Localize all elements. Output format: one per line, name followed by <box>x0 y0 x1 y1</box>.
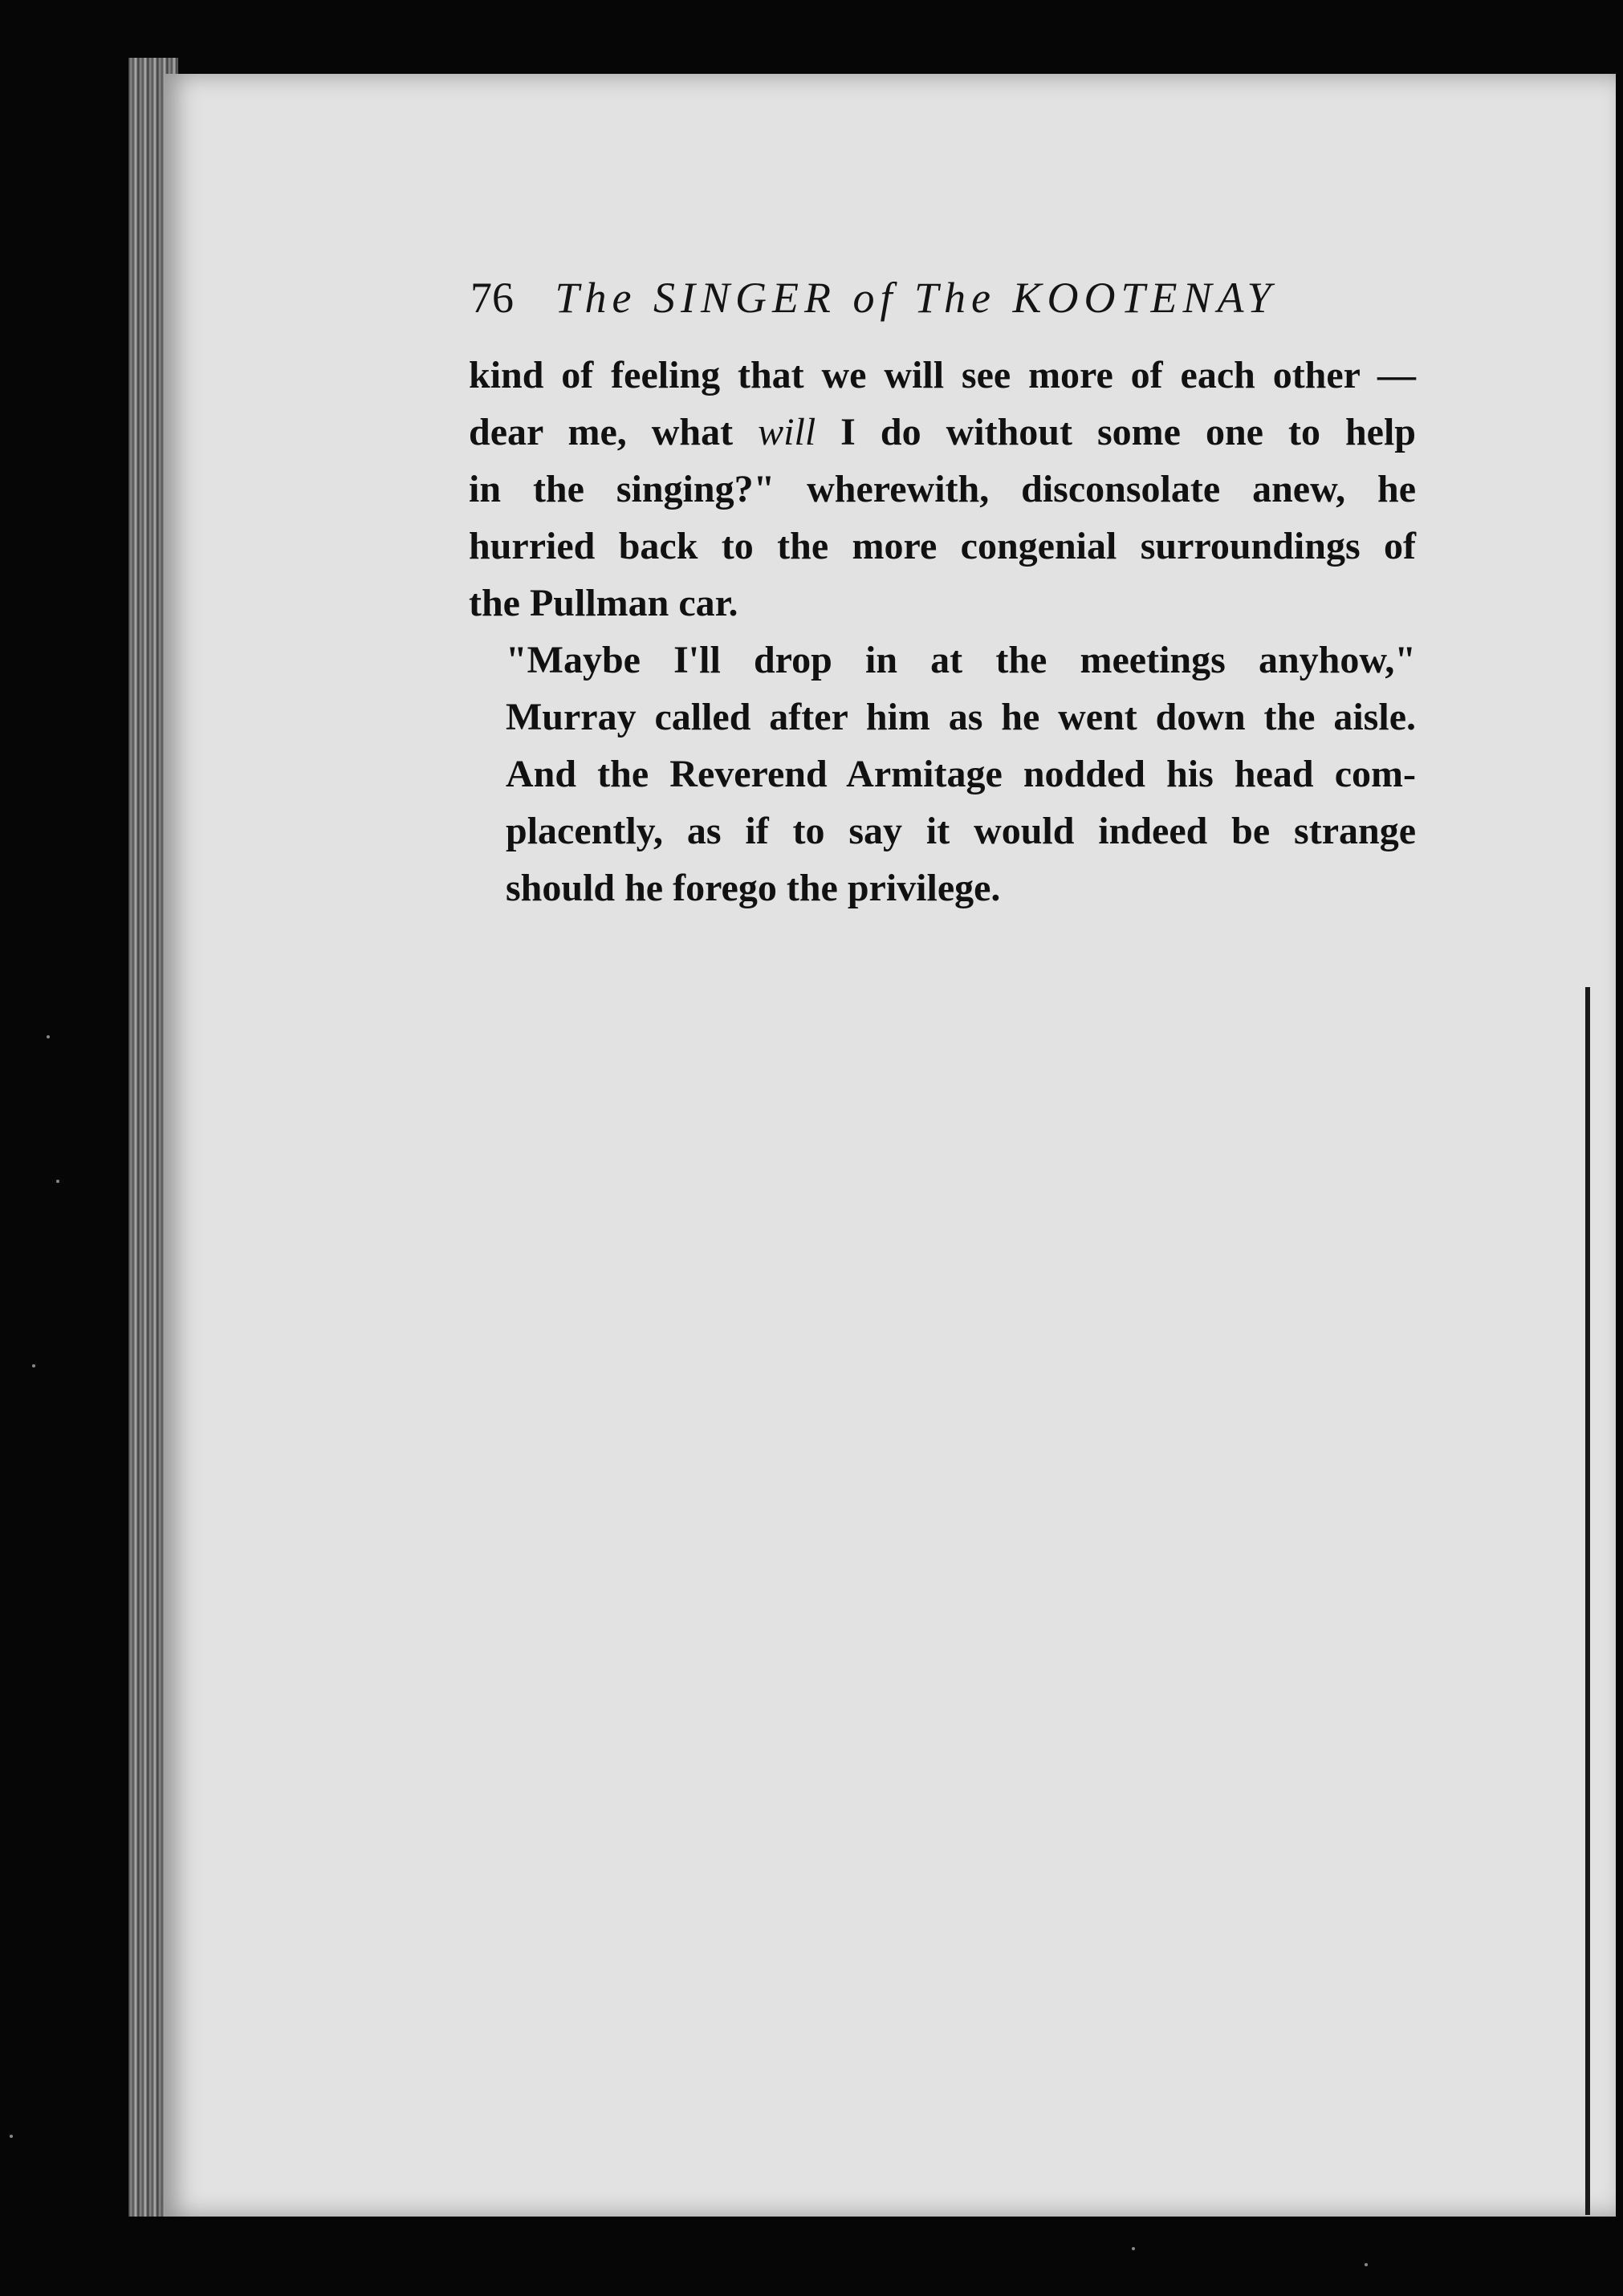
text-line: in the singing?" wherewith, disconsolate anew, he <box>469 468 1416 510</box>
text-line: Murray called after him as he went down the aisle. <box>506 696 1416 738</box>
text-line: kind of feeling that we will see more of each other — <box>469 354 1416 396</box>
text-line: "Maybe I'll drop in at the meetings anyhow," <box>506 639 1416 681</box>
running-head <box>470 273 1393 323</box>
body-text <box>469 347 1416 916</box>
speck <box>1365 2263 1368 2266</box>
speck <box>1132 2247 1135 2250</box>
emphasis: will <box>758 411 816 453</box>
text-line <box>469 404 1416 461</box>
speck <box>10 2135 13 2138</box>
paragraph-2 <box>469 632 1416 916</box>
text-line: hurried back to the more congenial surroundings of <box>469 525 1416 567</box>
speck <box>56 1180 59 1183</box>
speck <box>32 1364 35 1367</box>
speck <box>47 1035 50 1038</box>
text-run: I do without some one to help <box>816 411 1416 453</box>
text-line: placently, as if to say it would indeed be strange <box>506 810 1416 852</box>
text-run: dear me, what <box>469 411 759 453</box>
text-line: should he forego the privilege. <box>506 867 1001 909</box>
text-line: the Pullman car. <box>469 582 738 624</box>
page-number: 76 <box>470 274 514 322</box>
book-title: The SINGER of The KOOTENAY <box>555 274 1277 322</box>
page-right-edge <box>1585 987 1590 2215</box>
paragraph-1 <box>469 347 1416 632</box>
text-line: And the Reverend Armitage nodded his head com- <box>506 753 1416 795</box>
